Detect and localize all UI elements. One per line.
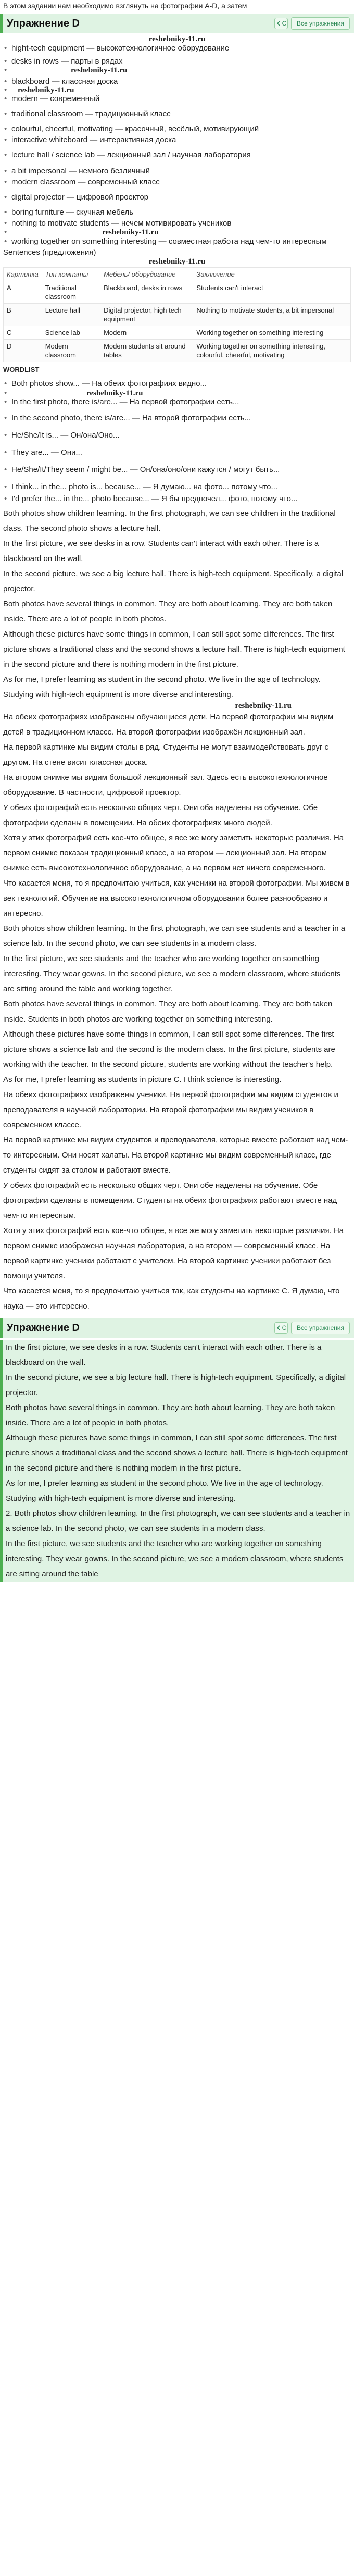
sentences-label: Sentences (предложения) xyxy=(3,248,96,257)
paragraph: Both photos have several things in common. They are both about learning. They are both taken inside. There are a lot of people in both photos. xyxy=(3,600,333,624)
table-cell: Traditional classroom xyxy=(42,281,100,304)
paragraph: Что касается меня, то я предпочитаю учиться так, как студенты на картинке C. Я думаю, что наука — это интересно. xyxy=(3,1287,340,1311)
paragraph: Although these pictures have some things in common, I can still spot some differences. The first picture shows a traditional class and the second shows a lecture hall. There is high-tech equipment in the second picture and there is nothing modern in the first picture. xyxy=(3,630,345,669)
phrase-item: • They are... — Они... xyxy=(3,447,351,457)
paragraph: In the first picture, we see desks in a row. Students can't interact with each other. There is a blackboard on the wall. xyxy=(6,1343,322,1367)
table-cell: C xyxy=(4,326,42,340)
vocab-item: • a bit impersonal — немного безличный xyxy=(3,166,351,176)
prev-exercise-label: С xyxy=(282,20,287,27)
paragraph: Хотя у этих фотографий есть кое-что общее, я все же могу заметить некоторые различия. На первом снимке показан традиционный класс, а на втором — лекционный зал. На втором снимке есть высокотехнологичное оборудование, а на первом нет ничего современного. xyxy=(3,833,344,873)
paragraph: Both photos have several things in common. They are both about learning. They are both taken inside. There are a lot of people in both photos. xyxy=(6,1403,335,1427)
paragraph: 2. Both photos show children learning. In the first photograph, we can see students and a teacher in a science lab. In the second photo, we can see students in a modern class. xyxy=(6,1509,350,1533)
phrase-item: • He/She/It/They seem / might be... — Он/она/оно/они кажутся / могут быть... xyxy=(3,465,351,475)
exercise-header xyxy=(0,14,354,33)
table-row xyxy=(4,340,351,362)
paragraph: In the first picture, we see students and the teacher who are working together on something interesting. They wear gowns. In the second picture, we see a modern classroom, where students are sitting around the table xyxy=(6,1539,344,1578)
table-header: Заключение xyxy=(193,268,351,281)
table-cell: Modern students sit around tables xyxy=(100,340,193,362)
vocab-item: • desks in rows — парты в рядах xyxy=(3,56,351,66)
vocab-item: • colourful, cheerful, motivating — красочный, весёлый, мотивирующий xyxy=(3,124,351,134)
prev-exercise-button[interactable] xyxy=(274,1322,288,1334)
table-row xyxy=(4,281,351,304)
vocab-list xyxy=(0,43,354,246)
watermark: • reshebniky-11.ru xyxy=(3,391,351,396)
paragraph: На втором снимке мы видим большой лекционный зал. Здесь есть высокотехнологичное оборудование. В частности, цифровой проектор. xyxy=(3,773,328,797)
table-row xyxy=(4,304,351,326)
paragraph: На первой картинке мы видим столы в ряд. Студенты не могут взаимодействовать друг с другом. На стене висит классная доска. xyxy=(3,743,328,767)
table-cell: Science lab xyxy=(42,326,100,340)
answer-text xyxy=(0,506,354,1314)
wordlist-label: WORDLIST xyxy=(3,366,40,374)
table-header: Мебель/ оборудование xyxy=(100,268,193,281)
table-header-row xyxy=(4,268,351,281)
paragraph: In the first picture, we see desks in a row. Students can't interact with each other. There is a blackboard on the wall. xyxy=(3,539,319,563)
phrase-item: • Both photos show... — На обеих фотографиях видно... xyxy=(3,379,351,389)
vocab-item: • blackboard — классная доска xyxy=(3,77,351,86)
paragraph: As for me, I prefer learning as student in the second photo. We live in the age of technology. Studying with high-tech equipment is more diverse and interesting. xyxy=(6,1479,323,1503)
vocab-item: • working together on something interesting — совместная работа над чем-то интересным xyxy=(3,237,351,246)
phrase-list xyxy=(0,379,354,504)
vocab-item: • hight-tech equipment — высокотехнологичное оборудование xyxy=(3,43,351,53)
exercise-title: Упражнение D xyxy=(7,1322,80,1334)
table-cell: Working together on something interesting xyxy=(193,326,351,340)
phrase-item: • He/She/It is... — Он/она/Оно... xyxy=(3,430,351,440)
watermark: reshebniky-11.ru xyxy=(148,257,206,266)
vocab-item: • lecture hall / science lab — лекционный зал / научная лаборатория xyxy=(3,150,351,160)
paragraph: Хотя у этих фотографий есть кое-что общее, я все же могу заметить некоторые различия. На первом снимке изображена научная лаборатория, а на втором — современный класс. На первой картинке ученики работают с учителем. На второй картинке ученики работают без помощи учителя. xyxy=(3,1226,344,1280)
table-header: Тип комнаты xyxy=(42,268,100,281)
paragraph: Что касается меня, то я предпочитаю учиться, как ученики на второй фотографии. Мы живем в век технологий. Обучение на высокотехнологичном оборудовании более разнообразно и интересно. xyxy=(3,879,350,918)
all-exercises-link[interactable]: Все упражнения xyxy=(291,1322,350,1334)
table-header: Картинка xyxy=(4,268,42,281)
vocab-item: • traditional classroom — традиционный класс xyxy=(3,109,351,119)
intro-text: В этом задании нам необходимо взглянуть на фотографии A-D, а затем xyxy=(3,2,247,10)
answer-highlight-block xyxy=(0,1340,354,1582)
paragraph: Although these pictures have some things in common, I can still spot some differences. The first picture shows a science lab and the second is the modern class. In the first picture, students are working with the teacher. In the second picture, students are working without the teacher's help. xyxy=(3,1030,335,1069)
paragraph: Both photos show children learning. In the first photograph, we can see children in the traditional class. The second photo shows a lecture hall. xyxy=(3,509,336,533)
comparison-table xyxy=(3,267,351,362)
exercise-nav xyxy=(274,1322,350,1334)
phrase-item: • I think... in the... photo is... because... — Я думаю... на фото... потому что... xyxy=(3,482,351,492)
phrase-item: • In the first photo, there is/are... — На первой фотографии есть... xyxy=(3,397,351,407)
watermark: reshebniky-11.ru xyxy=(148,35,206,43)
vocab-item: • interactive whiteboard — интерактивная доска xyxy=(3,135,351,145)
prev-exercise-button[interactable] xyxy=(274,18,288,29)
phrase-item: • I'd prefer the... in the... photo because... — Я бы предпочел... фото, потому что... xyxy=(3,494,351,504)
vocab-item: • digital projector — цифровой проектор xyxy=(3,192,351,202)
all-exercises-link[interactable]: Все упражнения xyxy=(291,17,350,30)
table-cell: B xyxy=(4,304,42,326)
prev-exercise-label: С xyxy=(282,1324,287,1331)
exercise-title: Упражнение D xyxy=(7,18,80,29)
table-cell: Students can't interact xyxy=(193,281,351,304)
paragraph: На первой картинке мы видим студентов и преподавателя, которые вместе работают над чем-то интересным. Они носят халаты. На второй картинке мы видим современный класс, где студенты сидят за столом и работают вместе. xyxy=(3,1136,348,1175)
table-cell: A xyxy=(4,281,42,304)
table-cell: Modern xyxy=(100,326,193,340)
paragraph: In the first picture, we see students and the teacher who are working together on something interesting. They wear gowns. In the second picture, we see a modern classroom, where students are sitting around the table and working together. xyxy=(3,954,341,993)
paragraph: На обеих фотографиях изображены обучающиеся дети. На первой фотографии мы видим детей в традиционном классе. На второй фотографии изображён лекционный зал. xyxy=(3,713,334,737)
paragraph: На обеих фотографиях изображены ученики. На первой фотографии мы видим студентов и преподавателя в научной лаборатории. На второй фотографии мы видим учеников в современном классе. xyxy=(3,1090,338,1129)
vocab-item: • modern — современный xyxy=(3,94,351,104)
paragraph: Both photos have several things in common. They are both about learning. They are both taken inside. Students in both photos are working together on something interesting. xyxy=(3,1000,333,1024)
paragraph: As for me, I prefer learning as student in the second photo. We live in the age of technology. Studying with high-tech equipment is more diverse and interesting. xyxy=(3,675,321,699)
table-row xyxy=(4,326,351,340)
paragraph: In the second picture, we see a big lecture hall. There is high-tech equipment. Specifically, a digital projector. xyxy=(3,569,344,593)
watermark: • reshebniky-11.ru xyxy=(3,67,351,73)
chevron-left-icon xyxy=(276,1325,281,1330)
watermark: • reshebniky-11.ru xyxy=(3,229,351,235)
chevron-left-icon xyxy=(276,21,281,26)
paragraph: In the second picture, we see a big lecture hall. There is high-tech equipment. Specifically, a digital projector. xyxy=(6,1373,346,1397)
table-cell: Blackboard, desks in rows xyxy=(100,281,193,304)
table-cell: D xyxy=(4,340,42,362)
exercise-nav xyxy=(274,17,350,30)
vocab-item: • boring furniture — скучная мебель xyxy=(3,207,351,217)
phrase-item: • In the second photo, there is/are... — На второй фотографии есть... xyxy=(3,413,351,423)
table-cell: Nothing to motivate students, a bit impersonal xyxy=(193,304,351,326)
paragraph: У обеих фотографий есть несколько общих черт. Они оба наделены на обучение. Обе фотографии сделаны в помещении. На обеих фотографиях много людей. xyxy=(3,803,318,827)
table-cell: Lecture hall xyxy=(42,304,100,326)
table-cell: Working together on something interesting, colourful, cheerful, motivating xyxy=(193,340,351,362)
table-cell: Modern classroom xyxy=(42,340,100,362)
paragraph: Although these pictures have some things in common, I can still spot some differences. The first picture shows a traditional class and the second shows a lecture hall. There is high-tech equipment in the second picture and there is nothing modern in the first picture. xyxy=(6,1434,348,1473)
table-cell: Digital projector, high tech equipment xyxy=(100,304,193,326)
paragraph: As for me, I prefer learning as students in picture C. I think science is interesting. xyxy=(3,1075,282,1084)
paragraph: Both photos show children learning. In the first photograph, we can see students and a teacher in a science lab. In the second photo, we can see students in a modern class. xyxy=(3,924,346,948)
watermark: • reshebniky-11.ru xyxy=(3,88,351,93)
exercise-header-2 xyxy=(0,1318,354,1338)
watermark: reshebniky-11.ru xyxy=(235,702,292,710)
paragraph: У обеих фотографий есть несколько общих черт. Они обе наделены на обучение. Обе фотографии сделаны в помещении. Студенты на обеих фотографиях работают вместе над чем-то интересным. xyxy=(3,1181,337,1220)
vocab-item: • nothing to motivate students — нечем мотивировать учеников xyxy=(3,218,351,228)
vocab-item: • modern classroom — современный класс xyxy=(3,177,351,187)
